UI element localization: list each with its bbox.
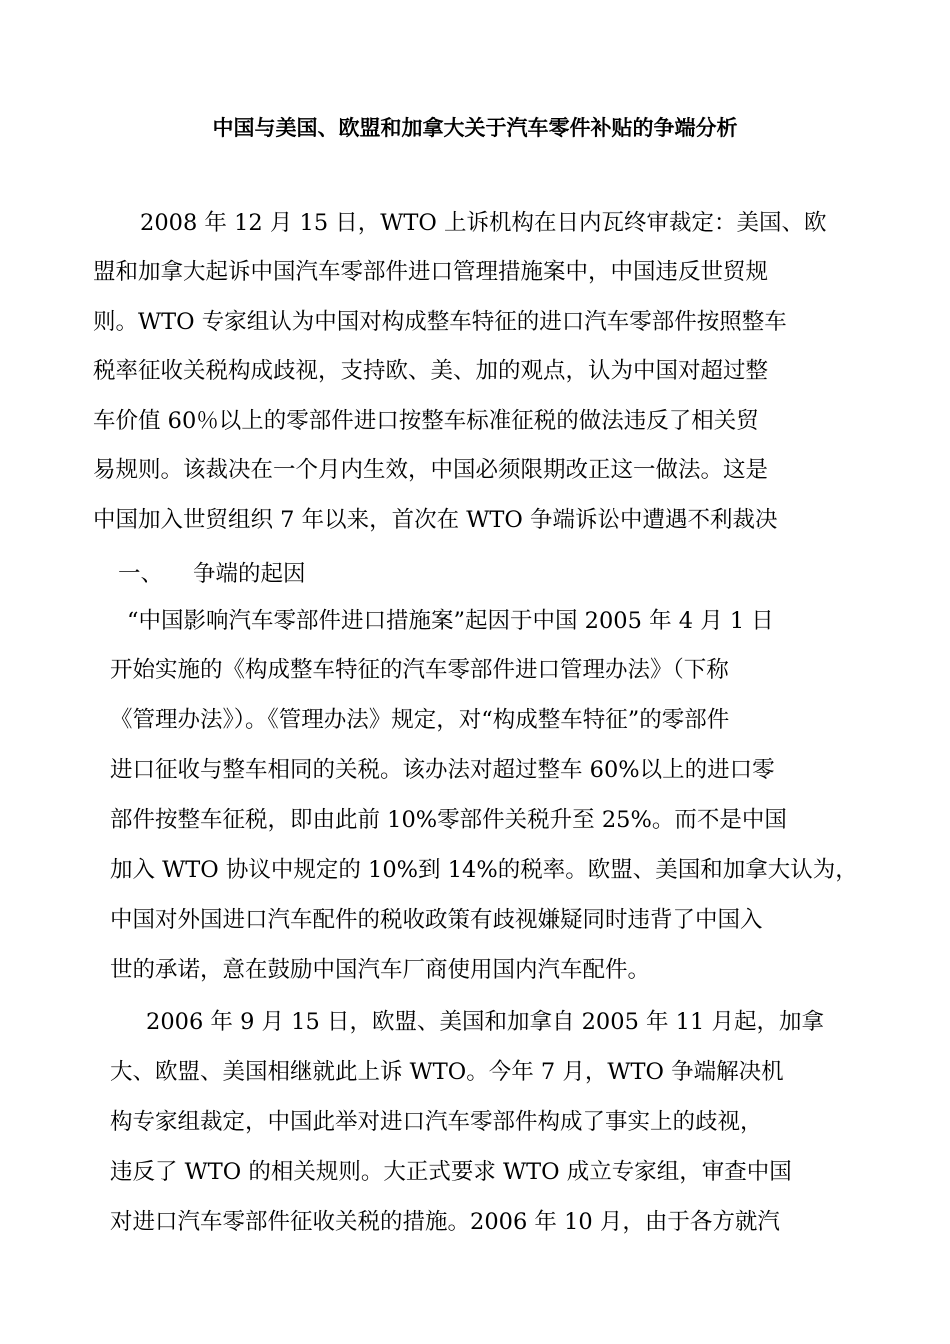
paragraph-line: “中国影响汽车零部件进口措施案”起因于中国 2005 年 4 月 1 日	[127, 608, 774, 634]
intro-line: 易规则。该裁决在一个月内生效，中国必须限期改正这一做法。这是	[93, 457, 769, 483]
intro-line: 2008 年 12 月 15 日，WTO 上诉机构在日内瓦终审裁定：美国、欧	[140, 210, 827, 236]
paragraph-line: 开始实施的《构成整车特征的汽车零部件进口管理办法》（下称	[110, 657, 729, 683]
intro-line: 车价值 60％以上的零部件进口按整车标准征税的做法违反了相关贸	[93, 408, 759, 434]
intro-line: 则。WTO 专家组认为中国对构成整车特征的进口汽车零部件按照整车	[93, 309, 787, 335]
intro-line: 税率征收关税构成歧视，支持欧、美、加的观点，认为中国对超过整	[93, 358, 769, 384]
paragraph-line: 违反了 WTO 的相关规则。大正式要求 WTO 成立专家组，审查中国	[110, 1159, 792, 1185]
paragraph-line: 中国对外国进口汽车配件的税收政策有歧视嫌疑同时违背了中国入	[110, 907, 763, 933]
section-number: 一、	[118, 561, 164, 587]
paragraph-line: 进口征收与整车相同的关税。该办法对超过整车 60%以上的进口零	[110, 757, 775, 783]
paragraph-line: 对进口汽车零部件征收关税的措施。2006 年 10 月，由于各方就汽	[110, 1209, 780, 1235]
paragraph-line: 《管理办法》）。《管理办法》规定，对“构成整车特征”的零部件	[110, 707, 730, 733]
paragraph-line: 加入 WTO 协议中规定的 10%到 14%的税率。欧盟、美国和加拿大认为，	[110, 857, 858, 883]
intro-line: 中国加入世贸组织 7 年以来，首次在 WTO 争端诉讼中遭遇不利裁决	[93, 507, 778, 533]
section-heading	[118, 559, 306, 589]
paragraph-line: 世的承诺，意在鼓励中国汽车厂商使用国内汽车配件。	[110, 957, 651, 983]
intro-line: 盟和加拿大起诉中国汽车零部件进口管理措施案中，中国违反世贸规	[93, 259, 769, 285]
paragraph-line: 部件按整车征税，即由此前 10%零部件关税升至 25%。而不是中国	[110, 807, 787, 833]
page-title: 中国与美国、欧盟和加拿大关于汽车零件补贴的争端分析	[212, 116, 738, 140]
paragraph-line: 大、欧盟、美国相继就此上诉 WTO。今年 7 月，WTO 争端解决机	[110, 1059, 784, 1085]
paragraph-line: 2006 年 9 月 15 日，欧盟、美国和加拿自 2005 年 11 月起，加拿	[146, 1009, 824, 1035]
section-title: 争端的起因	[193, 561, 306, 587]
paragraph-line: 构专家组裁定，中国此举对进口汽车零部件构成了事实上的歧视，	[110, 1109, 763, 1135]
